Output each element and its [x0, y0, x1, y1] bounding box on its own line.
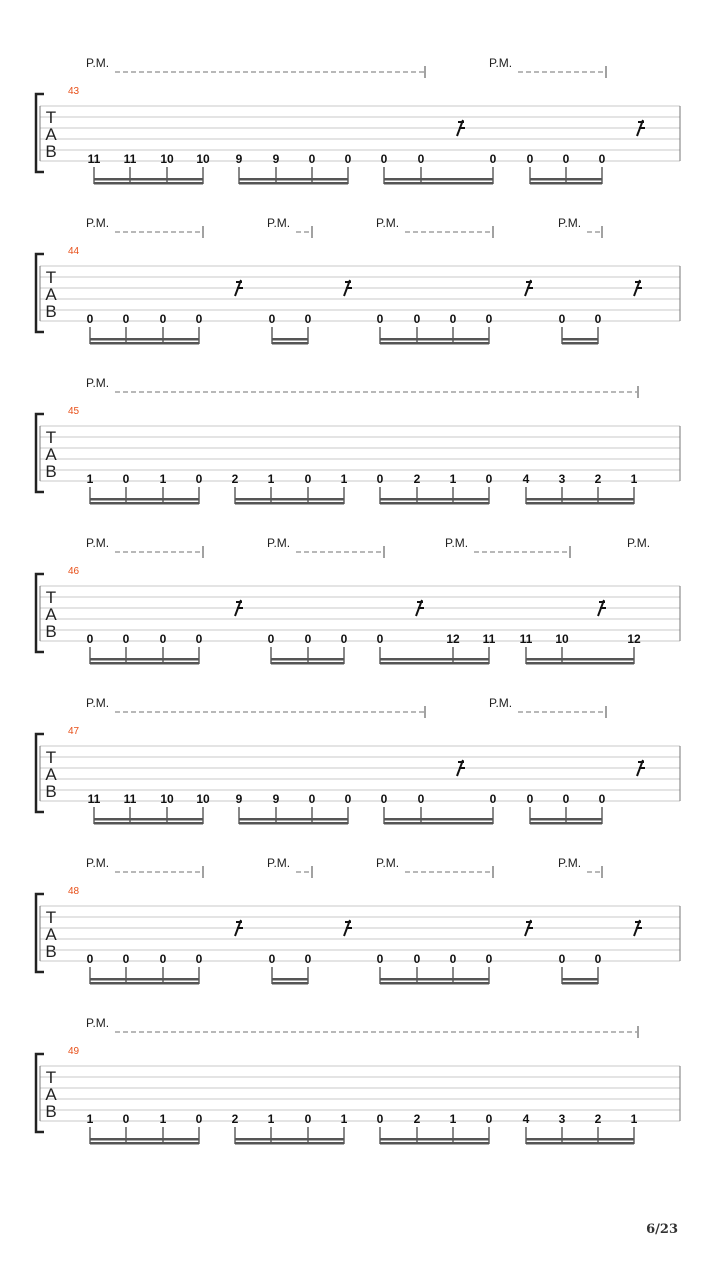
fret-number: 12: [446, 632, 460, 646]
fret-number: 2: [413, 472, 421, 486]
fret-number: 0: [489, 152, 497, 166]
fret-number: 10: [196, 792, 210, 806]
fret-number: 1: [449, 1112, 457, 1126]
fret-number: 0: [344, 792, 352, 806]
tab-letter-b: B: [45, 142, 57, 161]
tab-letter-t: T: [45, 908, 57, 927]
palm-mute-label: P.M.: [558, 216, 582, 230]
fret-number: 0: [122, 472, 130, 486]
tab-letter-a: A: [45, 1085, 57, 1104]
system-45: [36, 376, 680, 505]
fret-number: 0: [267, 632, 275, 646]
fret-number: 12: [627, 632, 641, 646]
fret-number: 3: [558, 1112, 566, 1126]
measure-number: 48: [68, 886, 80, 897]
fret-number: 4: [522, 472, 530, 486]
fret-number: 1: [267, 1112, 275, 1126]
measure-number: 49: [68, 1046, 80, 1057]
fret-number: 11: [482, 632, 496, 646]
fret-number: 11: [87, 152, 101, 166]
palm-mute-label: P.M.: [376, 216, 400, 230]
fret-number: 0: [380, 792, 388, 806]
fret-number: 0: [304, 472, 312, 486]
fret-number: 0: [376, 312, 384, 326]
fret-number: 2: [231, 472, 239, 486]
fret-number: 0: [86, 632, 94, 646]
fret-number: 0: [340, 632, 348, 646]
tab-letter-a: A: [45, 765, 57, 784]
fret-number: 9: [272, 792, 280, 806]
fret-number: 11: [519, 632, 533, 646]
fret-number: 1: [630, 472, 638, 486]
fret-number: 0: [594, 312, 602, 326]
fret-number: 0: [304, 312, 312, 326]
tab-letter-t: T: [45, 428, 57, 447]
fret-number: 11: [87, 792, 101, 806]
fret-number: 1: [340, 472, 348, 486]
measure-number: 43: [68, 86, 80, 97]
palm-mute-label: P.M.: [558, 856, 582, 870]
fret-number: 4: [522, 1112, 530, 1126]
measure-number: 46: [68, 566, 80, 577]
tab-letter-b: B: [45, 1102, 57, 1121]
fret-number: 0: [195, 472, 203, 486]
fret-number: 0: [449, 312, 457, 326]
fret-number: 0: [195, 632, 203, 646]
fret-number: 0: [449, 952, 457, 966]
fret-number: 2: [231, 1112, 239, 1126]
tab-letter-b: B: [45, 782, 57, 801]
tab-letter-t: T: [45, 588, 57, 607]
fret-number: 0: [304, 1112, 312, 1126]
fret-number: 0: [122, 632, 130, 646]
fret-number: 1: [449, 472, 457, 486]
tab-letter-a: A: [45, 125, 57, 144]
fret-number: 0: [485, 1112, 493, 1126]
fret-number: 9: [235, 152, 243, 166]
fret-number: 0: [489, 792, 497, 806]
fret-number: 0: [376, 632, 384, 646]
fret-number: 9: [235, 792, 243, 806]
fret-number: 0: [485, 472, 493, 486]
fret-number: 0: [122, 952, 130, 966]
tab-letter-b: B: [45, 302, 57, 321]
fret-number: 11: [123, 152, 137, 166]
fret-number: 10: [196, 152, 210, 166]
fret-number: 0: [86, 312, 94, 326]
palm-mute-label: P.M.: [86, 696, 110, 710]
measure-number: 45: [68, 406, 80, 417]
palm-mute-label: P.M.: [376, 856, 400, 870]
fret-number: 1: [340, 1112, 348, 1126]
system-47: [36, 696, 680, 825]
fret-number: 0: [159, 952, 167, 966]
palm-mute-label: P.M.: [627, 536, 651, 550]
palm-mute-label: P.M.: [489, 696, 513, 710]
system-43: [36, 56, 680, 185]
fret-number: 10: [555, 632, 569, 646]
tab-letter-b: B: [45, 942, 57, 961]
fret-number: 0: [308, 152, 316, 166]
fret-number: 10: [160, 152, 174, 166]
tab-letter-t: T: [45, 108, 57, 127]
fret-number: 0: [86, 952, 94, 966]
fret-number: 0: [195, 312, 203, 326]
fret-number: 0: [526, 152, 534, 166]
system-44: [36, 216, 680, 345]
fret-number: 1: [267, 472, 275, 486]
measure-number: 47: [68, 726, 80, 737]
fret-number: 0: [122, 312, 130, 326]
fret-number: 0: [526, 792, 534, 806]
palm-mute-label: P.M.: [86, 1016, 110, 1030]
fret-number: 1: [159, 1112, 167, 1126]
system-49: [36, 1016, 680, 1145]
fret-number: 1: [86, 472, 94, 486]
tab-letter-b: B: [45, 622, 57, 641]
fret-number: 0: [195, 1112, 203, 1126]
tab-letter-a: A: [45, 445, 57, 464]
palm-mute-label: P.M.: [86, 56, 110, 70]
fret-number: 1: [159, 472, 167, 486]
fret-number: 0: [159, 632, 167, 646]
fret-number: 0: [562, 152, 570, 166]
fret-number: 2: [594, 472, 602, 486]
palm-mute-label: P.M.: [86, 536, 110, 550]
system-46: [36, 536, 680, 665]
fret-number: 2: [413, 1112, 421, 1126]
fret-number: 0: [413, 312, 421, 326]
fret-number: 0: [376, 1112, 384, 1126]
fret-number: 1: [630, 1112, 638, 1126]
fret-number: 0: [558, 312, 566, 326]
tab-letter-t: T: [45, 1068, 57, 1087]
fret-number: 0: [417, 792, 425, 806]
fret-number: 0: [417, 152, 425, 166]
fret-number: 0: [562, 792, 570, 806]
tab-letter-a: A: [45, 285, 57, 304]
fret-number: 0: [344, 152, 352, 166]
fret-number: 0: [376, 952, 384, 966]
fret-number: 0: [598, 152, 606, 166]
fret-number: 0: [195, 952, 203, 966]
fret-number: 9: [272, 152, 280, 166]
tab-letter-t: T: [45, 268, 57, 287]
tab-letter-t: T: [45, 748, 57, 767]
fret-number: 0: [413, 952, 421, 966]
fret-number: 0: [308, 792, 316, 806]
fret-number: 0: [376, 472, 384, 486]
palm-mute-label: P.M.: [489, 56, 513, 70]
palm-mute-label: P.M.: [267, 856, 291, 870]
fret-number: 3: [558, 472, 566, 486]
fret-number: 1: [86, 1112, 94, 1126]
fret-number: 0: [268, 312, 276, 326]
tab-letter-a: A: [45, 925, 57, 944]
tab-letter-b: B: [45, 462, 57, 481]
fret-number: 10: [160, 792, 174, 806]
tab-letter-a: A: [45, 605, 57, 624]
fret-number: 0: [594, 952, 602, 966]
fret-number: 0: [159, 312, 167, 326]
fret-number: 0: [268, 952, 276, 966]
palm-mute-label: P.M.: [267, 216, 291, 230]
palm-mute-label: P.M.: [86, 376, 110, 390]
palm-mute-label: P.M.: [86, 856, 110, 870]
fret-number: 0: [304, 952, 312, 966]
fret-number: 11: [123, 792, 137, 806]
fret-number: 0: [485, 952, 493, 966]
fret-number: 0: [122, 1112, 130, 1126]
fret-number: 0: [485, 312, 493, 326]
fret-number: 0: [558, 952, 566, 966]
fret-number: 0: [304, 632, 312, 646]
palm-mute-label: P.M.: [267, 536, 291, 550]
fret-number: 2: [594, 1112, 602, 1126]
page-number: 6/23: [646, 1222, 678, 1237]
fret-number: 0: [598, 792, 606, 806]
palm-mute-label: P.M.: [445, 536, 469, 550]
palm-mute-label: P.M.: [86, 216, 110, 230]
system-48: [36, 856, 680, 985]
fret-number: 0: [380, 152, 388, 166]
measure-number: 44: [68, 246, 80, 257]
